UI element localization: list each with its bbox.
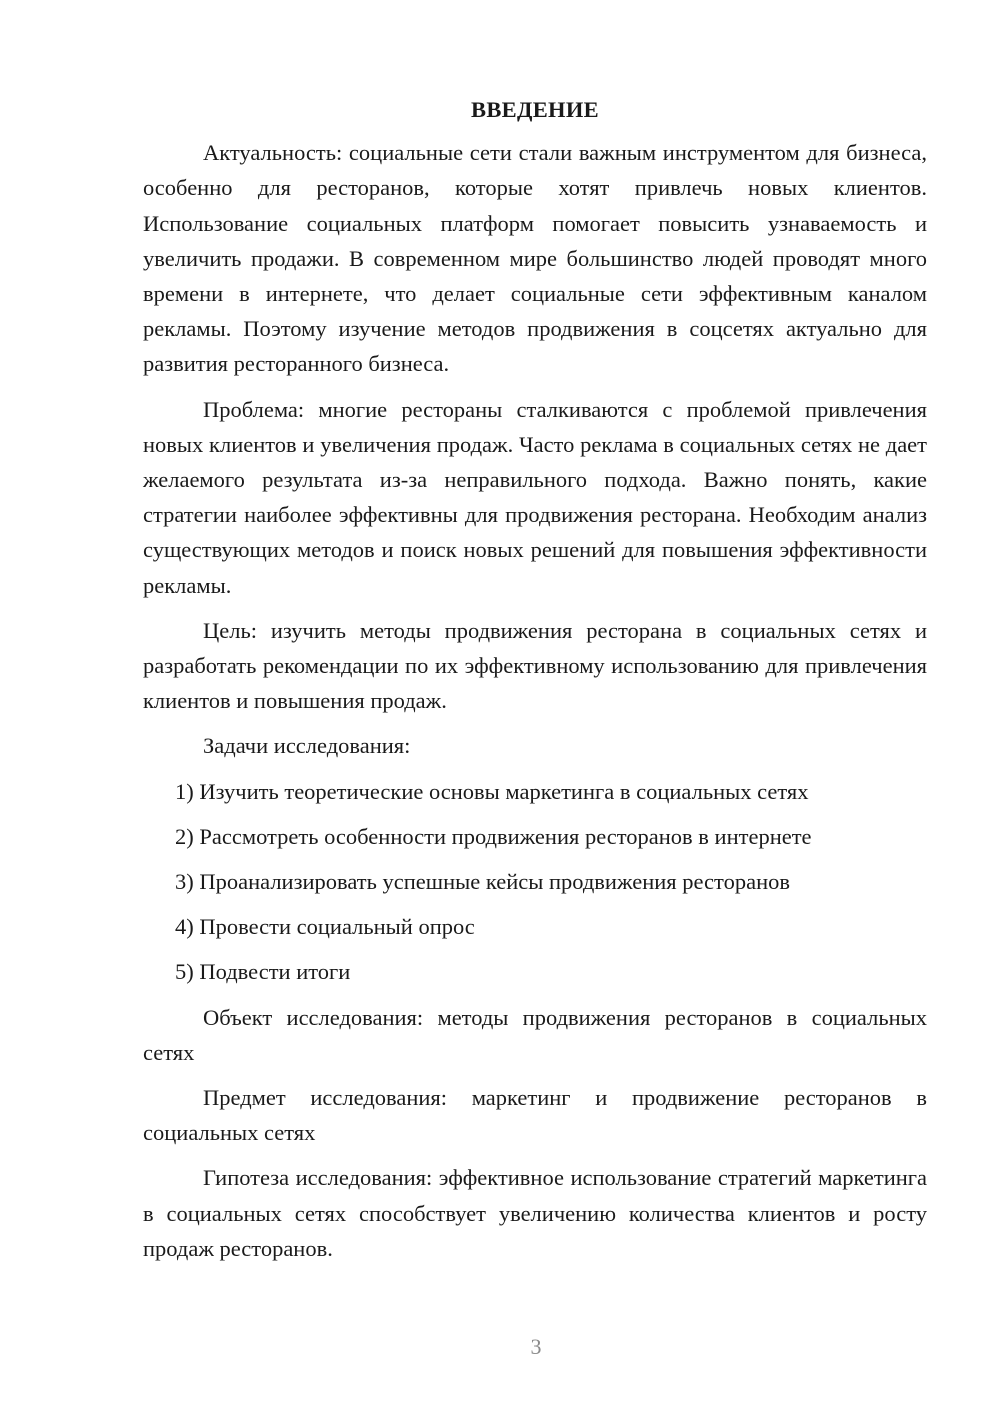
page-number: 3 — [530, 1334, 542, 1359]
page-content — [143, 92, 927, 1276]
relevance-paragraph: Актуальность: социальные сети стали важным инструментом для бизнеса, особенно для ресторанов, которые хотят привлечь новых клиентов. Использование социальных платформ помогает повысить узнаваемость и увеличить продажи. В современном мире большинство людей проводят много времени в интернете, что делает социальные сети эффективным каналом рекламы. Поэтому изучение методов продвижения в соцсетях актуально для развития ресторанного бизнеса. — [143, 140, 927, 377]
subject-paragraph: Предмет исследования: маркетинг и продвижение ресторанов в социальных сетях — [143, 1085, 927, 1146]
hypothesis-paragraph: Гипотеза исследования: эффективное использование стратегий маркетинга в социальных сетях способствует увеличению количества клиентов и росту продаж ресторанов. — [143, 1165, 927, 1261]
task-item: 4) Провести социальный опрос — [175, 914, 475, 940]
page-title: ВВЕДЕНИЕ — [471, 97, 599, 122]
task-item: 2) Рассмотреть особенности продвижения ресторанов в интернете — [175, 823, 812, 849]
task-item: 1) Изучить теоретические основы маркетинга в социальных сетях — [175, 778, 809, 804]
goal-paragraph: Цель: изучить методы продвижения ресторана в социальных сетях и разработать рекомендации по их эффективному использованию для привлечения клиентов и повышения продаж. — [143, 617, 927, 714]
object-paragraph: Объект исследования: методы продвижения ресторанов в социальных сетях — [143, 1004, 927, 1065]
task-item: 5) Подвести итоги — [175, 959, 351, 985]
problem-paragraph: Проблема: многие рестораны сталкиваются с проблемой привлечения новых клиентов и увеличения продаж. Часто реклама в социальных сетях не дает желаемого результата из-за неправильного подхода. Важно понять, какие стратегии наиболее эффективны для продвижения ресторана. Необходим анализ существующих методов и поиск новых решений для повышения эффективности рекламы. — [143, 396, 927, 598]
task-item: 3) Проанализировать успешные кейсы продвижения ресторанов — [175, 869, 790, 895]
tasks-heading: Задачи исследования: — [203, 733, 411, 759]
